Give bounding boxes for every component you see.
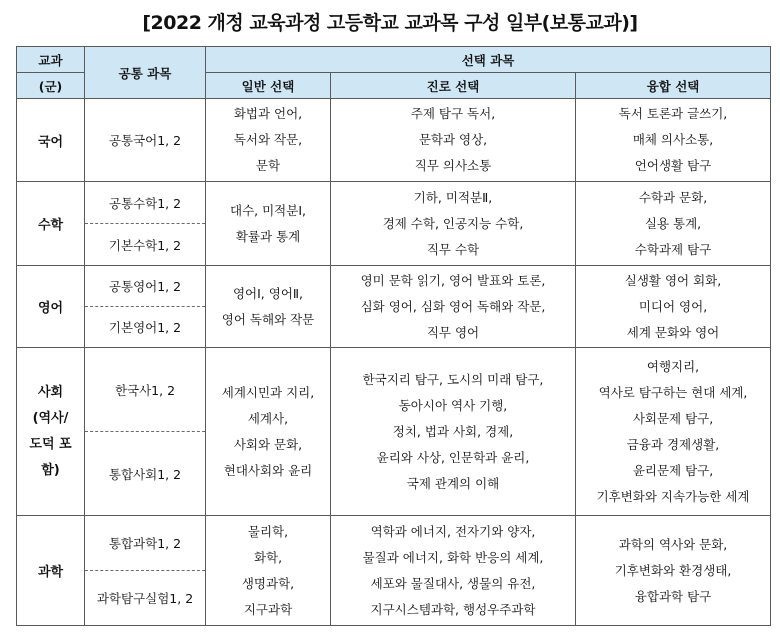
course-item: 실용 통계, — [644, 215, 702, 231]
course-item: 대수, 미적분Ⅰ, — [230, 202, 306, 218]
career-cell — [331, 99, 576, 182]
course-item: 수학과제 탐구 — [634, 241, 712, 257]
course-item: 직무 영어 — [426, 324, 480, 340]
common-cell: 공통국어1, 2 — [85, 99, 206, 182]
course-item: 영미 문학 읽기, 영어 발표와 토론, — [360, 272, 546, 288]
common-cell: 기본영어1, 2 — [85, 307, 206, 348]
course-item: 영어Ⅰ, 영어Ⅱ, — [232, 285, 304, 301]
course-item: 물리학, — [247, 523, 289, 539]
course-item: 과학의 역사와 문화, — [618, 536, 728, 552]
course-item: 세계 문화와 영어 — [626, 324, 720, 340]
course-item: 물질과 에너지, 화학 반응의 세계, — [362, 549, 544, 565]
common-cell: 통합사회1, 2 — [85, 432, 206, 516]
course-item: 직무 수학 — [426, 241, 480, 257]
fusion-cell — [576, 516, 771, 626]
course-item: 주제 탐구 독서, — [410, 106, 496, 121]
course-item: 세포와 물질대사, 생물의 유전, — [370, 575, 536, 591]
course-item: 동아시아 역사 기행, — [398, 397, 508, 413]
course-item: 영어 독해와 작문 — [221, 311, 315, 327]
subject-cell: 영어 — [17, 266, 85, 348]
course-item: 국제 관계의 이해 — [406, 475, 500, 491]
course-item: 사회문제 탐구, — [632, 410, 714, 426]
fusion-cell — [576, 182, 771, 266]
course-item: 정치, 법과 사회, 경제, — [392, 423, 514, 439]
course-item: 윤리와 사상, 인문학과 윤리, — [376, 449, 530, 465]
table-row-math — [17, 182, 771, 224]
table-row-social — [17, 348, 771, 432]
subject-cell: 국어 — [17, 99, 85, 182]
curriculum-table — [16, 46, 771, 626]
course-item: 기후변화와 지속가능한 세계 — [596, 488, 750, 504]
course-item: 확률과 통계 — [235, 228, 301, 244]
course-item: 융합과학 탐구 — [634, 588, 712, 604]
subject-cell — [17, 348, 85, 516]
common-cell: 통합과학1, 2 — [85, 516, 206, 571]
subject-line: (역사/ — [32, 410, 69, 426]
common-cell: 기본수학1, 2 — [85, 224, 206, 266]
course-item: 문학과 영상, — [418, 132, 488, 147]
header-career: 진로 선택 — [331, 73, 576, 99]
course-item: 기하, 미적분Ⅱ, — [413, 189, 493, 205]
table-row-korean — [17, 99, 771, 182]
header-subject-area: 교과 — [17, 47, 85, 73]
subject-cell: 수학 — [17, 182, 85, 266]
course-item: 윤리문제 탐구, — [632, 462, 714, 478]
header-general: 일반 선택 — [206, 73, 331, 99]
header-subject-group: (군) — [17, 73, 85, 99]
fusion-cell — [576, 266, 771, 348]
table-header-row — [17, 47, 771, 73]
table-row-english — [17, 266, 771, 307]
header-elective: 선택 과목 — [206, 47, 771, 73]
course-item: 화법과 언어, — [233, 106, 303, 121]
course-item: 사회와 문화, — [233, 436, 303, 452]
course-item: 생명과학, — [241, 575, 295, 591]
subject-line: 사회 — [37, 384, 64, 400]
course-item: 세계시민과 지리, — [221, 384, 315, 400]
course-item: 독서 토론과 글쓰기, — [618, 106, 728, 121]
course-item: 한국지리 탐구, 도시의 미래 탐구, — [362, 371, 544, 387]
course-item: 현대사회와 윤리 — [223, 462, 313, 478]
course-item: 기후변화와 환경생태, — [614, 562, 732, 578]
general-cell — [206, 516, 331, 626]
common-cell: 한국사1, 2 — [85, 348, 206, 432]
general-cell — [206, 99, 331, 182]
course-item: 금융과 경제생활, — [626, 436, 720, 452]
career-cell — [331, 516, 576, 626]
course-item: 수학과 문화, — [638, 189, 708, 205]
course-item: 역사로 탐구하는 현대 세계, — [598, 384, 748, 400]
career-cell — [331, 182, 576, 266]
career-cell — [331, 266, 576, 348]
course-item: 지구시스템과학, 행성우주과학 — [370, 601, 536, 617]
subject-line: 함) — [41, 462, 60, 478]
course-item: 독서와 작문, — [233, 132, 303, 147]
common-cell: 과학탐구실험1, 2 — [85, 571, 206, 626]
fusion-cell — [576, 348, 771, 516]
course-item: 경제 수학, 인공지능 수학, — [382, 215, 524, 231]
general-cell — [206, 182, 331, 266]
course-item: 매체 의사소통, — [632, 132, 714, 147]
header-fusion: 융합 선택 — [576, 73, 771, 99]
course-item: 실생활 영어 회화, — [624, 272, 722, 288]
general-cell — [206, 348, 331, 516]
subject-cell: 과학 — [17, 516, 85, 626]
course-item: 세계사, — [247, 410, 289, 426]
subject-line: 도덕 포 — [29, 436, 72, 452]
career-cell — [331, 348, 576, 516]
page-title: [2022 개정 교육과정 고등학교 교과목 구성 일부(보통교과)] — [142, 12, 638, 34]
common-cell: 공통수학1, 2 — [85, 182, 206, 224]
fusion-cell — [576, 99, 771, 182]
course-item: 미디어 영어, — [638, 298, 708, 314]
course-item: 역학과 에너지, 전자기와 양자, — [370, 523, 536, 539]
course-item: 언어생활 탐구 — [634, 158, 712, 173]
course-item: 지구과학 — [243, 601, 293, 617]
header-common: 공통 과목 — [85, 47, 206, 99]
general-cell — [206, 266, 331, 348]
course-item: 심화 영어, 심화 영어 독해와 작문, — [360, 298, 546, 314]
course-item: 여행지리, — [646, 358, 700, 374]
table-row-science — [17, 516, 771, 571]
course-item: 문학 — [255, 158, 281, 173]
common-cell: 공통영어1, 2 — [85, 266, 206, 307]
course-item: 직무 의사소통 — [414, 158, 492, 173]
course-item: 화학, — [253, 549, 283, 565]
